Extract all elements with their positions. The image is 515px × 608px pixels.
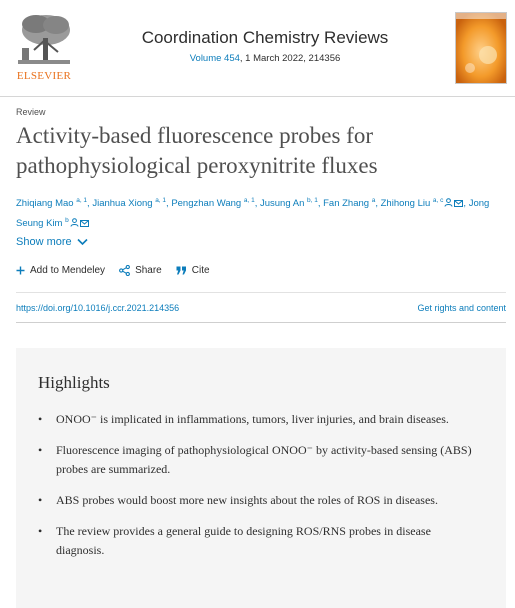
share-button[interactable] — [119, 265, 162, 276]
author-list: Zhiqiang Mao $^{a, 1}$, Jianhua Xiong $^{a, 1}$, Pengzhan Wang $^{a, 1}$, Jusung An $^{b, 1}$, Fan Zhang $^a$, Zhihong Liu $^{a, c}$ , Jong Seung Kim $^b$ — [16, 193, 506, 233]
author-link[interactable] — [16, 198, 87, 209]
author-affiliation[interactable]: a, 1 — [76, 197, 88, 204]
quote-icon — [176, 266, 187, 275]
show-more-button[interactable] — [16, 236, 88, 248]
plus-icon — [16, 266, 25, 275]
author-link[interactable] — [323, 198, 375, 209]
author-affiliation[interactable]: a, c — [432, 197, 444, 204]
mail-icon[interactable] — [80, 217, 89, 233]
highlight-item: • ONOO⁻ is implicated in inflammations, tumors, liver injuries, and brain diseases. — [38, 410, 478, 429]
cover-image — [456, 13, 506, 83]
author-affiliation[interactable]: a, 1 — [155, 197, 167, 204]
author-affiliation[interactable]: b, 1 — [307, 197, 318, 204]
article-actions — [16, 265, 210, 276]
issue-line — [100, 53, 430, 64]
journal-header — [0, 0, 515, 97]
divider — [16, 292, 506, 293]
author-name: Jong Seung Kim — [16, 198, 490, 230]
author-name: Jusung An — [259, 198, 305, 210]
highlight-item: • The review provides a general guide to designing ROS/RNS probes in disease diagnosis. — [38, 522, 478, 560]
author-link[interactable] — [381, 198, 464, 209]
author-link[interactable] — [92, 198, 166, 209]
volume-link[interactable]: Volume 454 — [189, 53, 240, 64]
journal-title[interactable]: Coordination Chemistry Reviews — [141, 28, 389, 47]
author-link[interactable] — [260, 198, 318, 209]
elsevier-tree-icon — [12, 10, 76, 68]
author-affiliation[interactable]: b — [65, 217, 69, 225]
rights-and-content-link[interactable]: Get rights and content — [417, 303, 506, 313]
highlights-heading: Highlights — [38, 373, 110, 392]
show-more-label: Show more — [16, 236, 72, 248]
person-icon[interactable] — [70, 217, 79, 233]
highlight-item: • Fluorescence imaging of pathophysiological ONOO⁻ by activity-based sensing (ABS) probes are summarized. — [38, 441, 478, 479]
author-name: Zhihong Liu — [380, 198, 431, 210]
publisher-name: ELSEVIER — [16, 70, 72, 82]
journal-cover-thumbnail[interactable] — [455, 12, 507, 84]
cite-button[interactable] — [176, 265, 210, 276]
author-name: Fan Zhang — [323, 198, 370, 210]
share-icon — [119, 265, 130, 276]
share-label: Share — [135, 265, 162, 276]
issue-details: , 1 March 2022, 214356 — [239, 53, 341, 64]
highlight-item: • ABS probes would boost more new insights about the roles of ROS in diseases. — [38, 491, 478, 510]
highlights-list — [38, 410, 478, 572]
author-name: Pengzhan Wang — [171, 198, 242, 210]
highlights-section — [16, 348, 506, 608]
doi-link[interactable]: https://doi.org/10.1016/j.ccr.2021.214356 — [16, 303, 180, 313]
author-link[interactable] — [171, 198, 254, 209]
article-title: Activity-based fluorescence probes for pathophysiological peroxynitrite fluxes — [16, 123, 378, 178]
elsevier-logo[interactable] — [12, 10, 76, 86]
add-to-mendeley-label: Add to Mendeley — [30, 265, 106, 276]
divider — [16, 322, 506, 323]
add-to-mendeley-button[interactable] — [16, 265, 105, 276]
chevron-down-icon — [77, 238, 88, 246]
article-type: Review — [16, 107, 46, 117]
author-affiliation[interactable]: a — [371, 197, 376, 204]
author-affiliation[interactable]: a, 1 — [243, 197, 255, 204]
cite-label: Cite — [191, 265, 210, 276]
author-name: Zhiqiang Mao — [16, 198, 74, 210]
author-name: Jianhua Xiong — [92, 198, 153, 210]
mail-icon[interactable] — [454, 197, 463, 213]
person-icon[interactable] — [444, 197, 453, 213]
